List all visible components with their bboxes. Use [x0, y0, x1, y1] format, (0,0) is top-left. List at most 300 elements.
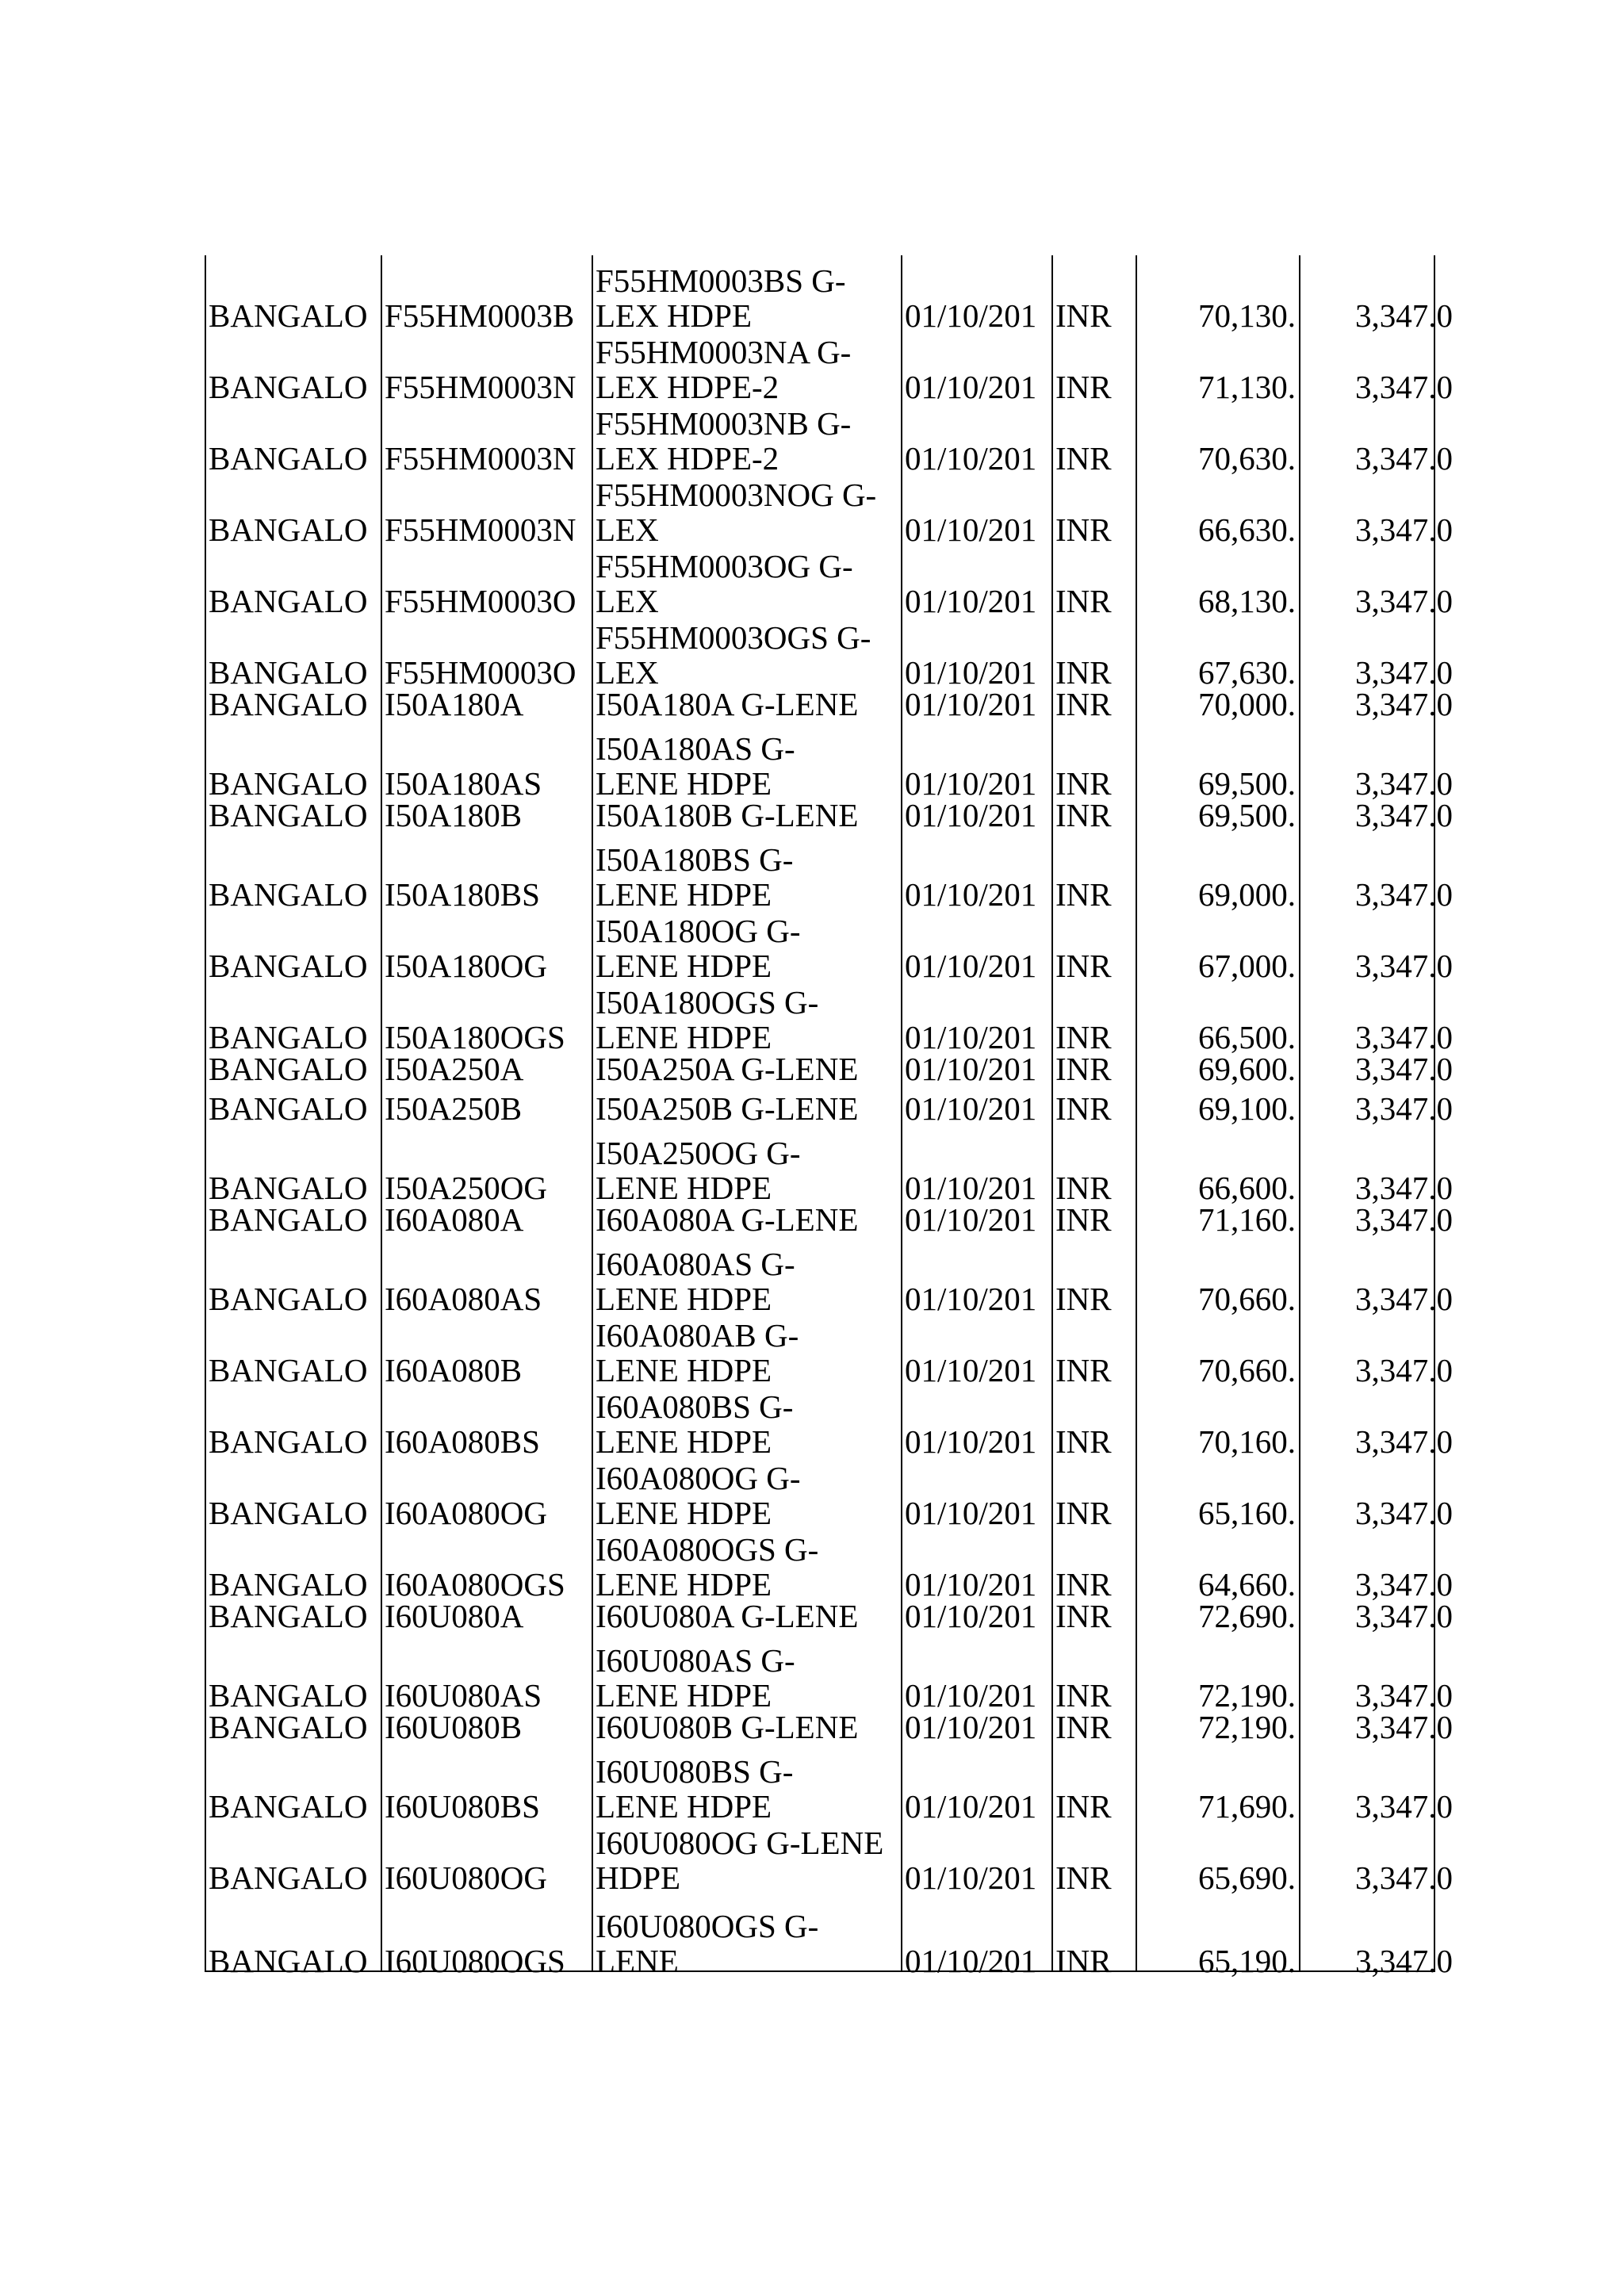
cell-location	[205, 723, 381, 802]
cell-price-text: 66,500.	[1198, 1019, 1296, 1055]
description-line: F55HM0003OGS G-	[596, 619, 871, 656]
cell-material-code-text: F55HM0003N	[385, 369, 576, 405]
cell-currency-text: INR	[1055, 797, 1112, 833]
cell-price-text: 70,000.	[1198, 686, 1296, 722]
table-row	[205, 1128, 1453, 1206]
description-line: I50A180BS G-	[596, 841, 794, 878]
description-line: I60A080OG G-	[596, 1460, 801, 1496]
cell-currency	[1051, 1048, 1136, 1088]
cell-value-text: 3,347.0	[1355, 369, 1453, 405]
cell-location-text: BANGALO	[209, 765, 368, 802]
cell-price	[1136, 469, 1299, 548]
cell-material-code	[381, 1595, 592, 1635]
description-line: LENE HDPE	[596, 1423, 772, 1460]
table-row	[205, 1381, 1453, 1460]
cell-material-code-text: F55HM0003N	[385, 511, 576, 548]
cell-value-text: 3,347.0	[1355, 876, 1453, 913]
cell-value	[1299, 1635, 1453, 1714]
cell-description	[592, 1088, 901, 1128]
cell-location-text: BANGALO	[209, 297, 368, 334]
cell-description	[592, 1889, 901, 1979]
cell-material-code	[381, 1746, 592, 1825]
cell-description	[592, 906, 901, 984]
description-line: I50A250B G-LENE	[596, 1090, 859, 1127]
cell-description	[592, 1048, 901, 1088]
cell-value-text: 3,347.0	[1355, 1170, 1453, 1206]
cell-value-text: 3,347.0	[1355, 797, 1453, 833]
cell-material-code-text: I50A180OGS	[385, 1019, 565, 1055]
cell-material-code-text: I50A180B	[385, 797, 523, 833]
description-line: LEX HDPE-2	[596, 440, 779, 477]
cell-value	[1299, 1128, 1453, 1206]
cell-location-text: BANGALO	[209, 511, 368, 548]
cell-price-text: 69,000.	[1198, 876, 1296, 913]
cell-price-text: 67,630.	[1198, 654, 1296, 691]
cell-description	[592, 1199, 901, 1239]
cell-date	[901, 327, 1051, 405]
cell-price-text: 69,600.	[1198, 1051, 1296, 1087]
price-table	[205, 255, 1453, 1979]
cell-currency	[1051, 1635, 1136, 1714]
cell-location	[205, 1453, 381, 1531]
cell-price-text: 65,160.	[1198, 1495, 1296, 1531]
cell-location	[205, 469, 381, 548]
cell-currency	[1051, 1746, 1136, 1825]
cell-value	[1299, 1088, 1453, 1128]
cell-description	[592, 1381, 901, 1460]
cell-date	[901, 795, 1051, 834]
description-line: I50A180B G-LENE	[596, 797, 859, 833]
cell-location-text: BANGALO	[209, 1201, 368, 1238]
cell-location-text: BANGALO	[209, 1566, 368, 1603]
cell-value-text: 3,347.0	[1355, 1019, 1453, 1055]
cell-description	[592, 977, 901, 1055]
cell-value	[1299, 1817, 1453, 1896]
cell-price	[1136, 1817, 1299, 1896]
cell-location	[205, 327, 381, 405]
cell-value	[1299, 795, 1453, 834]
cell-date	[901, 684, 1051, 723]
cell-location	[205, 1817, 381, 1896]
cell-currency-text: INR	[1055, 1051, 1112, 1087]
cell-material-code-text: I60A080B	[385, 1352, 523, 1388]
cell-price	[1136, 1746, 1299, 1825]
cell-location	[205, 255, 381, 334]
cell-currency	[1051, 612, 1136, 691]
description-line: I60U080A G-LENE	[596, 1598, 859, 1634]
cell-currency	[1051, 977, 1136, 1055]
cell-description	[592, 469, 901, 548]
cell-value	[1299, 1706, 1453, 1746]
cell-description	[592, 541, 901, 619]
cell-price	[1136, 1199, 1299, 1239]
cell-value-text: 3,347.0	[1355, 1051, 1453, 1087]
cell-currency	[1051, 1128, 1136, 1206]
cell-material-code-text: I60U080A	[385, 1598, 524, 1634]
cell-currency-text: INR	[1055, 297, 1112, 334]
cell-material-code-text: F55HM0003O	[385, 654, 576, 691]
cell-location-text: BANGALO	[209, 1859, 368, 1896]
description-line: I60U080OGS G-	[596, 1908, 819, 1944]
table-row	[205, 612, 1453, 691]
cell-value-text: 3,347.0	[1355, 1201, 1453, 1238]
table-row	[205, 469, 1453, 548]
cell-value	[1299, 977, 1453, 1055]
cell-location-text: BANGALO	[209, 797, 368, 833]
cell-material-code-text: I50A180BS	[385, 876, 540, 913]
cell-currency-text: INR	[1055, 876, 1112, 913]
cell-date	[901, 1817, 1051, 1896]
cell-date	[901, 612, 1051, 691]
cell-location-text: BANGALO	[209, 1709, 368, 1745]
cell-currency-text: INR	[1055, 1495, 1112, 1531]
cell-description	[592, 795, 901, 834]
cell-value	[1299, 906, 1453, 984]
cell-material-code-text: I60A080A	[385, 1201, 524, 1238]
cell-material-code	[381, 1128, 592, 1206]
cell-location-text: BANGALO	[209, 654, 368, 691]
cell-value-text: 3,347.0	[1355, 1352, 1453, 1388]
cell-description	[592, 723, 901, 802]
cell-date-text: 01/10/201	[905, 948, 1037, 984]
cell-date	[901, 255, 1051, 334]
table-row	[205, 1635, 1453, 1714]
description-line: LENE HDPE	[596, 1566, 772, 1603]
cell-material-code	[381, 541, 592, 619]
description-line: LENE HDPE	[596, 1281, 772, 1317]
description-line: F55HM0003NOG G-	[596, 477, 877, 513]
cell-date	[901, 1595, 1051, 1635]
cell-description	[592, 1239, 901, 1317]
cell-material-code-text: I50A250A	[385, 1051, 524, 1087]
cell-location	[205, 795, 381, 834]
cell-material-code-text: I50A250B	[385, 1090, 523, 1127]
cell-material-code	[381, 977, 592, 1055]
cell-location-text: BANGALO	[209, 369, 368, 405]
cell-price	[1136, 398, 1299, 477]
cell-price	[1136, 1635, 1299, 1714]
cell-date	[901, 1048, 1051, 1088]
cell-currency-text: INR	[1055, 1281, 1112, 1317]
cell-date-text: 01/10/201	[905, 297, 1037, 334]
cell-date-text: 01/10/201	[905, 583, 1037, 619]
cell-material-code	[381, 1310, 592, 1388]
cell-price-text: 64,660.	[1198, 1566, 1296, 1603]
description-line: F55HM0003NB G-	[596, 405, 852, 442]
cell-price	[1136, 1239, 1299, 1317]
cell-value-text: 3,347.0	[1355, 686, 1453, 722]
cell-currency-text: INR	[1055, 1598, 1112, 1634]
cell-value	[1299, 1199, 1453, 1239]
cell-location	[205, 1239, 381, 1317]
cell-value-text: 3,347.0	[1355, 1943, 1453, 1979]
cell-price	[1136, 255, 1299, 334]
cell-currency	[1051, 327, 1136, 405]
table-row	[205, 906, 1453, 984]
cell-price-text: 70,660.	[1198, 1352, 1296, 1388]
cell-date	[901, 1239, 1051, 1317]
description-line: LENE HDPE	[596, 948, 772, 984]
cell-currency-text: INR	[1055, 1019, 1112, 1055]
cell-location-text: BANGALO	[209, 1281, 368, 1317]
cell-price	[1136, 1310, 1299, 1388]
table-row	[205, 1817, 1453, 1896]
cell-description	[592, 1128, 901, 1206]
cell-date	[901, 1381, 1051, 1460]
cell-price-text: 70,660.	[1198, 1281, 1296, 1317]
cell-currency-text: INR	[1055, 583, 1112, 619]
cell-currency	[1051, 469, 1136, 548]
cell-date	[901, 1524, 1051, 1603]
cell-value	[1299, 541, 1453, 619]
cell-material-code	[381, 1381, 592, 1460]
cell-price	[1136, 541, 1299, 619]
cell-price-text: 71,130.	[1198, 369, 1296, 405]
cell-value-text: 3,347.0	[1355, 511, 1453, 548]
table-row	[205, 1595, 1453, 1635]
cell-material-code	[381, 906, 592, 984]
cell-material-code-text: I50A250OG	[385, 1170, 547, 1206]
cell-price	[1136, 1088, 1299, 1128]
cell-material-code-text: I50A180A	[385, 686, 524, 722]
cell-value	[1299, 723, 1453, 802]
cell-value	[1299, 1453, 1453, 1531]
cell-currency-text: INR	[1055, 440, 1112, 477]
cell-value-text: 3,347.0	[1355, 1788, 1453, 1825]
description-line: F55HM0003OG G-	[596, 548, 853, 584]
cell-location	[205, 1128, 381, 1206]
cell-date	[901, 541, 1051, 619]
description-line: I50A180AS G-	[596, 730, 795, 767]
cell-location	[205, 1595, 381, 1635]
cell-description	[592, 834, 901, 913]
cell-location	[205, 834, 381, 913]
cell-location	[205, 1706, 381, 1746]
cell-material-code	[381, 1817, 592, 1896]
cell-price-text: 70,630.	[1198, 440, 1296, 477]
cell-location	[205, 612, 381, 691]
cell-date	[901, 977, 1051, 1055]
description-line: I50A250A G-LENE	[596, 1051, 859, 1087]
description-line: LENE HDPE	[596, 876, 772, 913]
cell-currency-text: INR	[1055, 948, 1112, 984]
cell-currency-text: INR	[1055, 686, 1112, 722]
cell-currency	[1051, 1310, 1136, 1388]
cell-description	[592, 1595, 901, 1635]
description-line: LENE HDPE	[596, 765, 772, 802]
cell-description	[592, 1746, 901, 1825]
cell-material-code-text: I60A080OG	[385, 1495, 547, 1531]
cell-date	[901, 1635, 1051, 1714]
cell-location-text: BANGALO	[209, 1677, 368, 1714]
cell-description	[592, 1453, 901, 1531]
cell-currency-text: INR	[1055, 654, 1112, 691]
cell-location	[205, 1524, 381, 1603]
cell-value	[1299, 1239, 1453, 1317]
cell-material-code	[381, 1524, 592, 1603]
cell-date-text: 01/10/201	[905, 1495, 1037, 1531]
description-line: LENE	[596, 1943, 679, 1979]
cell-date-text: 01/10/201	[905, 1051, 1037, 1087]
cell-value-text: 3,347.0	[1355, 583, 1453, 619]
cell-currency	[1051, 1595, 1136, 1635]
cell-value-text: 3,347.0	[1355, 1677, 1453, 1714]
cell-material-code-text: I60U080OGS	[385, 1943, 565, 1979]
cell-price	[1136, 723, 1299, 802]
cell-price	[1136, 327, 1299, 405]
cell-material-code-text: I50A180AS	[385, 765, 542, 802]
cell-price-text: 65,690.	[1198, 1859, 1296, 1896]
description-line: I60A080OGS G-	[596, 1531, 819, 1568]
cell-currency	[1051, 834, 1136, 913]
description-line: I60U080OG G-LENE	[596, 1825, 884, 1861]
description-line: I60A080AS G-	[596, 1246, 795, 1282]
cell-date-text: 01/10/201	[905, 1170, 1037, 1206]
cell-currency-text: INR	[1055, 1709, 1112, 1745]
cell-currency-text: INR	[1055, 765, 1112, 802]
cell-currency	[1051, 1706, 1136, 1746]
cell-currency	[1051, 906, 1136, 984]
table-row	[205, 1239, 1453, 1317]
cell-location-text: BANGALO	[209, 1495, 368, 1531]
cell-currency	[1051, 541, 1136, 619]
cell-currency	[1051, 1524, 1136, 1603]
description-line: I60A080A G-LENE	[596, 1201, 859, 1238]
cell-location-text: BANGALO	[209, 948, 368, 984]
cell-date-text: 01/10/201	[905, 765, 1037, 802]
cell-date-text: 01/10/201	[905, 1598, 1037, 1634]
cell-date-text: 01/10/201	[905, 1352, 1037, 1388]
cell-location	[205, 541, 381, 619]
cell-currency-text: INR	[1055, 1566, 1112, 1603]
cell-value	[1299, 612, 1453, 691]
cell-price	[1136, 1048, 1299, 1088]
cell-location-text: BANGALO	[209, 583, 368, 619]
cell-value	[1299, 1889, 1453, 1979]
cell-location-text: BANGALO	[209, 1788, 368, 1825]
cell-price	[1136, 1128, 1299, 1206]
cell-location	[205, 1199, 381, 1239]
description-line: I60A080AB G-	[596, 1317, 799, 1354]
cell-material-code	[381, 255, 592, 334]
description-line: LENE HDPE	[596, 1677, 772, 1714]
cell-material-code-text: I60U080B	[385, 1709, 523, 1745]
cell-value	[1299, 1048, 1453, 1088]
cell-location	[205, 1381, 381, 1460]
cell-price-text: 70,130.	[1198, 297, 1296, 334]
description-line: LENE HDPE	[596, 1170, 772, 1206]
cell-price-text: 65,190.	[1198, 1943, 1296, 1979]
cell-price	[1136, 684, 1299, 723]
table-row	[205, 723, 1453, 802]
cell-value-text: 3,347.0	[1355, 1566, 1453, 1603]
cell-location	[205, 977, 381, 1055]
cell-price	[1136, 1381, 1299, 1460]
cell-currency	[1051, 1381, 1136, 1460]
cell-location-text: BANGALO	[209, 1051, 368, 1087]
cell-value-text: 3,347.0	[1355, 1495, 1453, 1531]
cell-description	[592, 398, 901, 477]
description-line: LEX HDPE	[596, 297, 753, 334]
description-line: LENE HDPE	[596, 1788, 772, 1825]
cell-location-text: BANGALO	[209, 1170, 368, 1206]
cell-material-code-text: I60A080OGS	[385, 1566, 565, 1603]
cell-date	[901, 1706, 1051, 1746]
cell-value-text: 3,347.0	[1355, 1281, 1453, 1317]
table-row	[205, 398, 1453, 477]
table-row	[205, 977, 1453, 1055]
cell-date-text: 01/10/201	[905, 440, 1037, 477]
cell-currency-text: INR	[1055, 1423, 1112, 1460]
cell-description	[592, 1635, 901, 1714]
cell-value	[1299, 327, 1453, 405]
cell-date-text: 01/10/201	[905, 1709, 1037, 1745]
description-line: I60A080BS G-	[596, 1388, 794, 1425]
cell-location-text: BANGALO	[209, 1090, 368, 1127]
cell-date-text: 01/10/201	[905, 654, 1037, 691]
cell-value-text: 3,347.0	[1355, 654, 1453, 691]
cell-currency-text: INR	[1055, 1677, 1112, 1714]
cell-material-code	[381, 834, 592, 913]
cell-material-code	[381, 684, 592, 723]
cell-location	[205, 398, 381, 477]
cell-currency	[1051, 1239, 1136, 1317]
cell-price-text: 66,630.	[1198, 511, 1296, 548]
cell-price	[1136, 977, 1299, 1055]
cell-date	[901, 398, 1051, 477]
cell-date-text: 01/10/201	[905, 511, 1037, 548]
description-line: I50A180A G-LENE	[596, 686, 859, 722]
cell-date-text: 01/10/201	[905, 1019, 1037, 1055]
cell-material-code	[381, 1453, 592, 1531]
cell-date-text: 01/10/201	[905, 1943, 1037, 1979]
cell-currency-text: INR	[1055, 511, 1112, 548]
cell-currency-text: INR	[1055, 1943, 1112, 1979]
cell-value	[1299, 1524, 1453, 1603]
description-line: F55HM0003NA G-	[596, 334, 852, 370]
cell-date	[901, 906, 1051, 984]
cell-currency	[1051, 1889, 1136, 1979]
cell-date	[901, 1128, 1051, 1206]
cell-date	[901, 1889, 1051, 1979]
cell-description	[592, 1817, 901, 1896]
table-row	[205, 1889, 1453, 1979]
cell-currency	[1051, 398, 1136, 477]
cell-currency-text: INR	[1055, 1170, 1112, 1206]
description-line: I50A250OG G-	[596, 1135, 801, 1171]
cell-date-text: 01/10/201	[905, 1788, 1037, 1825]
cell-currency	[1051, 1088, 1136, 1128]
cell-value	[1299, 398, 1453, 477]
cell-date-text: 01/10/201	[905, 1090, 1037, 1127]
cell-price-text: 66,600.	[1198, 1170, 1296, 1206]
cell-value	[1299, 1595, 1453, 1635]
cell-value-text: 3,347.0	[1355, 948, 1453, 984]
cell-date	[901, 834, 1051, 913]
description-line: HDPE	[596, 1859, 681, 1896]
description-line: LEX	[596, 654, 659, 691]
cell-material-code	[381, 1889, 592, 1979]
cell-price	[1136, 1889, 1299, 1979]
cell-value-text: 3,347.0	[1355, 1859, 1453, 1896]
cell-currency	[1051, 795, 1136, 834]
cell-material-code-text: I60A080BS	[385, 1423, 540, 1460]
cell-currency	[1051, 1817, 1136, 1896]
cell-date-text: 01/10/201	[905, 1201, 1037, 1238]
cell-value	[1299, 684, 1453, 723]
cell-date-text: 01/10/201	[905, 369, 1037, 405]
table-row	[205, 1088, 1453, 1128]
